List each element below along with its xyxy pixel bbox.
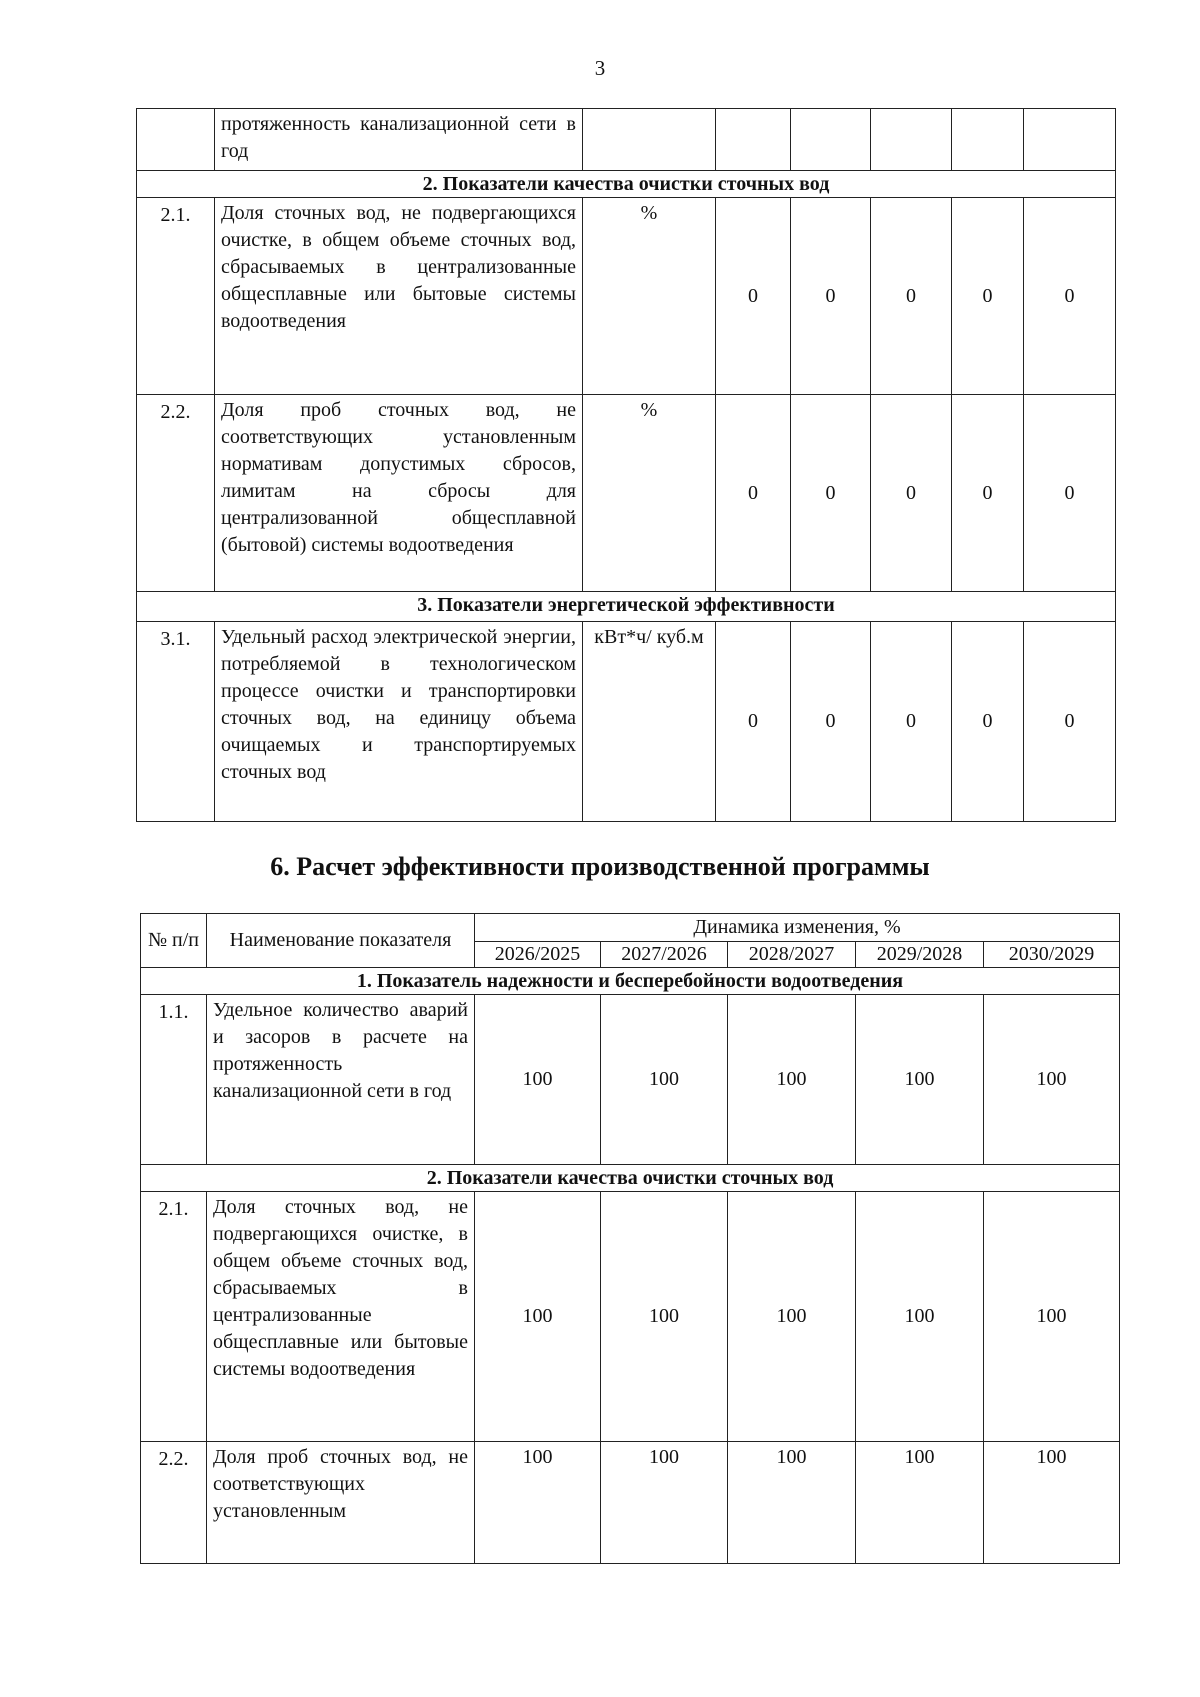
indicators-table-continued bbox=[136, 108, 1116, 822]
section-title: 3. Показатели энергетической эффективности bbox=[137, 592, 1116, 622]
row-number: 2.2. bbox=[137, 395, 215, 592]
value-cell: 0 bbox=[871, 622, 952, 822]
table-row bbox=[137, 198, 1116, 395]
value-cell: 0 bbox=[791, 395, 871, 592]
column-header-year: 2027/2026 bbox=[601, 942, 728, 968]
efficiency-table bbox=[140, 913, 1120, 1564]
row-number: 2.2. bbox=[141, 1442, 207, 1564]
value-cell: 100 bbox=[475, 995, 601, 1165]
value-cell: 0 bbox=[716, 622, 791, 822]
unit-cell: кВт*ч/ куб.м bbox=[583, 622, 716, 822]
value-cell: 0 bbox=[1024, 198, 1116, 395]
value-cell: 100 bbox=[475, 1442, 601, 1564]
table-row bbox=[137, 395, 1116, 592]
value-cell: 0 bbox=[716, 198, 791, 395]
row-number bbox=[137, 109, 215, 171]
value-cell: 100 bbox=[984, 995, 1120, 1165]
indicator-name: Доля сточных вод, не подвергающихся очистке, в общем объеме сточных вод, сбрасываемых в централизованные общесплавные или бытовые системы водоотведения bbox=[215, 198, 583, 395]
indicator-name: Доля сточных вод, не подвергающихся очистке, в общем объеме сточных вод, сбрасываемых в централизованные общесплавные или бытовые системы водоотведения bbox=[207, 1192, 475, 1442]
unit-cell bbox=[583, 109, 716, 171]
section-title: 2. Показатели качества очистки сточных вод bbox=[137, 171, 1116, 198]
value-cell bbox=[716, 109, 791, 171]
section-row bbox=[137, 171, 1116, 198]
indicator-name: протяженность канализационной сети в год bbox=[215, 109, 583, 171]
row-number: 3.1. bbox=[137, 622, 215, 822]
column-header-year: 2028/2027 bbox=[728, 942, 856, 968]
section-title: 1. Показатель надежности и бесперебойности водоотведения bbox=[141, 968, 1120, 995]
table-row bbox=[141, 995, 1120, 1165]
value-cell: 100 bbox=[984, 1442, 1120, 1564]
value-cell: 100 bbox=[728, 995, 856, 1165]
value-cell bbox=[791, 109, 871, 171]
section-title: 2. Показатели качества очистки сточных вод bbox=[141, 1165, 1120, 1192]
page-number: 3 bbox=[594, 56, 606, 80]
value-cell: 0 bbox=[791, 198, 871, 395]
table-row bbox=[137, 109, 1116, 171]
value-cell bbox=[1024, 109, 1116, 171]
value-cell: 100 bbox=[601, 1192, 728, 1442]
value-cell: 0 bbox=[952, 622, 1024, 822]
header-row bbox=[141, 914, 1120, 942]
value-cell bbox=[952, 109, 1024, 171]
section-heading: 6. Расчет эффективности производственной программы bbox=[270, 852, 930, 881]
column-header-num: № п/п bbox=[141, 914, 207, 968]
value-cell: 0 bbox=[1024, 622, 1116, 822]
section-row bbox=[141, 1165, 1120, 1192]
value-cell: 100 bbox=[601, 995, 728, 1165]
value-cell: 0 bbox=[952, 198, 1024, 395]
unit-cell: % bbox=[583, 395, 716, 592]
value-cell: 0 bbox=[952, 395, 1024, 592]
value-cell: 100 bbox=[601, 1442, 728, 1564]
value-cell: 100 bbox=[984, 1192, 1120, 1442]
value-cell: 100 bbox=[728, 1442, 856, 1564]
value-cell: 0 bbox=[716, 395, 791, 592]
section-row bbox=[141, 968, 1120, 995]
value-cell: 100 bbox=[728, 1192, 856, 1442]
indicator-name: Удельное количество аварий и засоров в расчете на протяженность канализационной сети в год bbox=[207, 995, 475, 1165]
value-cell: 100 bbox=[856, 995, 984, 1165]
indicator-name: Доля проб сточных вод, не соответствующих установленным bbox=[207, 1442, 475, 1564]
table-row bbox=[137, 622, 1116, 822]
value-cell: 0 bbox=[871, 198, 952, 395]
indicator-name: Удельный расход электрической энергии, потребляемой в технологическом процессе очистки и транспортировки сточных вод, на единицу объема очищаемых и транспортируемых сточных вод bbox=[215, 622, 583, 822]
row-number: 2.1. bbox=[141, 1192, 207, 1442]
row-number: 2.1. bbox=[137, 198, 215, 395]
table-row bbox=[141, 1192, 1120, 1442]
value-cell bbox=[871, 109, 952, 171]
column-header-year: 2030/2029 bbox=[984, 942, 1120, 968]
unit-cell: % bbox=[583, 198, 716, 395]
column-header-year: 2029/2028 bbox=[856, 942, 984, 968]
indicator-name: Доля проб сточных вод, не соответствующих установленным нормативам допустимых сбросов, лимитам на сбросы для централизованной общесплавной (бытовой) системы водоотведения bbox=[215, 395, 583, 592]
value-cell: 0 bbox=[871, 395, 952, 592]
section-row bbox=[137, 592, 1116, 622]
column-header-dynamics: Динамика изменения, % bbox=[475, 914, 1120, 942]
table-row bbox=[141, 1442, 1120, 1564]
value-cell: 0 bbox=[791, 622, 871, 822]
value-cell: 100 bbox=[856, 1192, 984, 1442]
value-cell: 100 bbox=[856, 1442, 984, 1564]
row-number: 1.1. bbox=[141, 995, 207, 1165]
value-cell: 0 bbox=[1024, 395, 1116, 592]
value-cell: 100 bbox=[475, 1192, 601, 1442]
column-header-year: 2026/2025 bbox=[475, 942, 601, 968]
column-header-name: Наименование показателя bbox=[207, 914, 475, 968]
